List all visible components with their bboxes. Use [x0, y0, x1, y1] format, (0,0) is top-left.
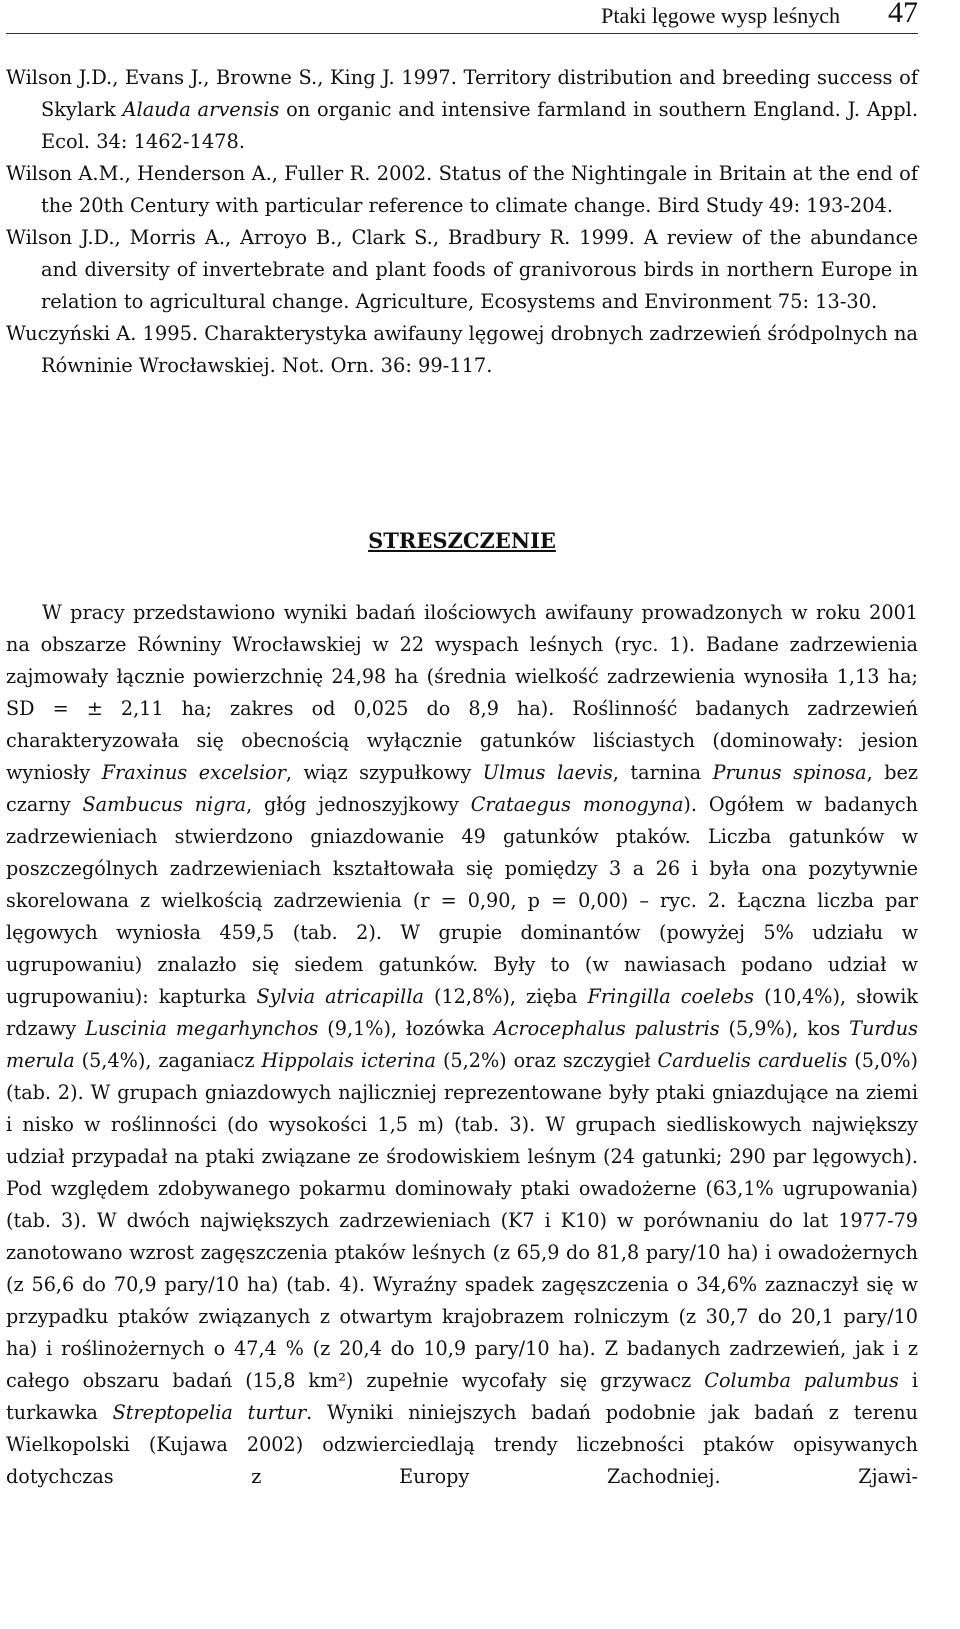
species-name: Crataegus monogyna — [470, 793, 684, 816]
abstract-text: (9,1%), łozówka — [318, 1017, 494, 1040]
reference-item — [6, 318, 918, 382]
section-heading: STRESZCZENIE — [368, 528, 556, 553]
species-name: Alauda arvensis — [122, 98, 280, 121]
abstract-text: , tarnina — [612, 761, 713, 784]
species-name: Prunus spinosa — [712, 761, 867, 784]
reference-item — [6, 222, 918, 318]
reference-item — [6, 62, 918, 158]
page-number: 47 — [888, 0, 918, 29]
species-name: Fringilla coelebs — [587, 985, 754, 1008]
running-header — [6, 0, 918, 34]
reference-text: Wilson A.M., Henderson A., Fuller R. 2002. Status of the Nightingale in Britain at the end of the 20th Century with particular reference to climate change. Bird Study 49: 193-204. — [6, 162, 918, 217]
abstract-text: W pracy przedstawiono wyniki badań ilościowych awifauny prowadzonych w roku 2001 na obszarze Równiny Wrocławskiej w 22 wyspach leśnych (ryc. 1). Badane zadrzewienia zajmowały łącznie powierzchnię 24,98 ha (średnia wielkość zadrzewienia wynosiła 1,13 ha; SD = ± 2,11 ha; zakres od 0,025 do 8,9 ha). Roślinność badanych zadrzewień charakteryzowała się obecnością wyłącznie gatunków liściastych (dominowały: jesion wyniosły — [6, 601, 918, 784]
abstract-text: (12,8%), zięba — [423, 985, 588, 1008]
abstract-text: ). Ogółem w badanych zadrzewieniach stwierdzono gniazdowanie 49 gatunków ptaków. Liczba gatunków w poszczególnych zadrzewieniach kształtowała się pomiędzy 3 a 26 i była ona pozytywnie skorelowana z wielkością zadrzewienia (r = 0,90, p = 0,00) – ryc. 2. Łączna liczba par lęgowych wyniosła 459,5 (tab. 2). W grupie dominantów (powyżej 5% udziału w ugrupowaniu) znalazło się siedem gatunków. Były to (w nawiasach podano udział w ugrupowaniu): kapturka — [6, 793, 919, 1008]
reference-text: Wilson J.D., Evans J., Browne S., King J. 1997. Territory distribution and breeding success of Skylark — [6, 66, 918, 121]
reference-item — [6, 158, 918, 222]
species-name: Columba palumbus — [704, 1369, 899, 1392]
abstract-text: (5,0%) (tab. 2). W grupach gniazdowych najliczniej reprezentowane były ptaki gniazdujące na ziemi i nisko w roślinności (do wysokości 1,5 m) (tab. 3). W grupach siedliskowych największy udział przypadał na ptaki związane ze środowiskiem leśnym (24 gatunki; 290 par lęgowych). Pod względem zdobywanego pokarmu dominowały ptaki owadożerne (63,1% ugrupowania) (tab. 3). W dwóch największych zadrzewieniach (K7 i K10) w porównaniu do lat 1977-79 zanotowano wzrost zagęszczenia ptaków leśnych (z 65,9 do 81,8 pary/10 ha) i owadożernych (z 56,6 do 70,9 pary/10 ha) (tab. 4). Wyraźny spadek zagęszczenia o 34,6% zaznaczył się w przypadku ptaków związanych z otwartym krajobrazem rolniczym (z 30,7 do 20,1 pary/10 ha) i roślinożernych o 47,4 % (z 20,4 do 10,9 pary/10 ha). Z badanych zadrzewień, jak i z całego obszaru badań (15,8 km²) zupełnie wycofały się grzywacz — [6, 1049, 918, 1392]
abstract-text: (10,4%), słowik rdzawy — [6, 985, 918, 1040]
abstract-body — [6, 597, 918, 1493]
species-name: Ulmus laevis — [482, 761, 613, 784]
abstract-text: (5,4%), zaganiacz — [74, 1049, 262, 1072]
species-name: Acrocephalus palustris — [493, 1017, 720, 1040]
running-title: Ptaki lęgowe wysp leśnych — [601, 3, 840, 28]
abstract-text: , wiąz szypułkowy — [285, 761, 483, 784]
reference-text: Wuczyński A. 1995. Charakterystyka awifauny lęgowej drobnych zadrzewień śródpolnych na Równinie Wrocławskiej. Not. Orn. 36: 99-117. — [6, 322, 918, 377]
species-name: Hippolais icterina — [261, 1049, 436, 1072]
reference-text: Wilson J.D., Morris A., Arroyo B., Clark S., Bradbury R. 1999. A review of the abundance and diversity of invertebrate and plant foods of granivorous birds in northern Europe in relation to agricultural change. Agriculture, Ecosystems and Environment 75: 13-30. — [6, 226, 918, 313]
species-name: Streptopelia turtur — [112, 1401, 307, 1424]
abstract-text: (5,2%) oraz szczygieł — [435, 1049, 658, 1072]
abstract-text: i turkawka — [6, 1369, 918, 1424]
abstract-text: , głóg jednoszyjkowy — [246, 793, 471, 816]
abstract-text: , bez czarny — [6, 761, 918, 816]
reference-text: on organic and intensive farmland in southern England. J. Appl. Ecol. 34: 1462-1478. — [41, 98, 918, 153]
species-name: Turdus merula — [6, 1017, 918, 1072]
species-name: Luscinia megarhynchos — [85, 1017, 319, 1040]
species-name: Fraxinus excelsior — [101, 761, 286, 784]
species-name: Carduelis carduelis — [657, 1049, 848, 1072]
species-name: Sambucus nigra — [82, 793, 247, 816]
reference-list — [6, 62, 918, 382]
species-name: Sylvia atricapilla — [256, 985, 424, 1008]
abstract-text: (5,9%), kos — [719, 1017, 850, 1040]
abstract-text: . Wyniki niniejszych badań podobnie jak badań z terenu Wielkopolski (Kujawa 2002) odzwierciedlają trendy liczebności ptaków opisywanych dotychczas z Europy Zachodniej. Zjawi- — [6, 1401, 918, 1488]
